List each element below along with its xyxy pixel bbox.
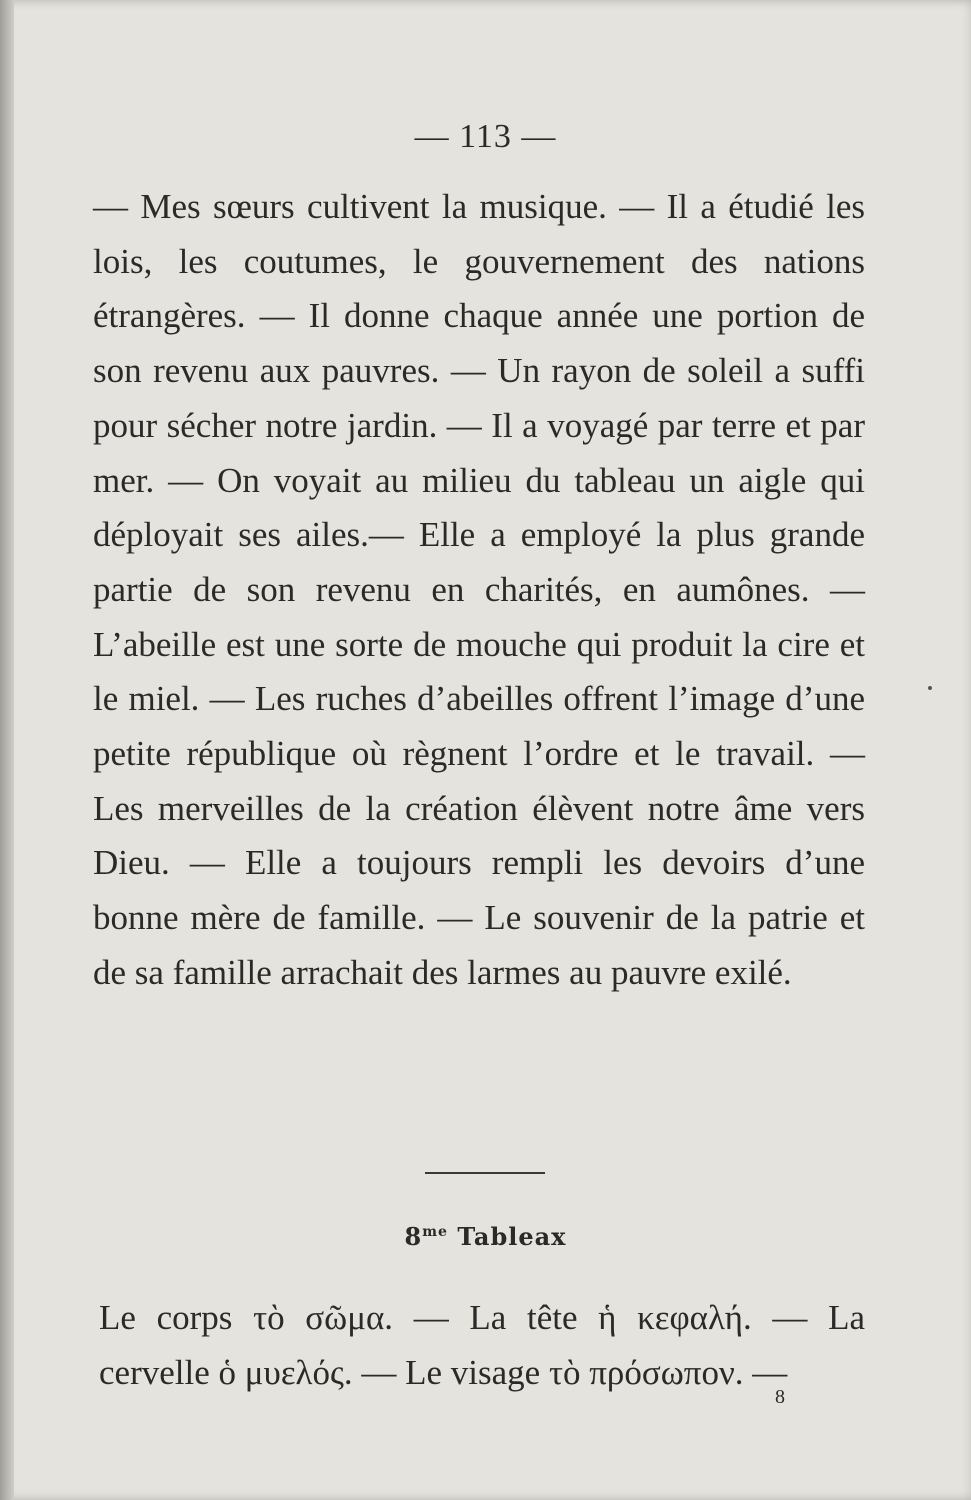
page-number: — 113 — bbox=[414, 118, 557, 155]
section-heading bbox=[0, 1222, 971, 1251]
section-title: Tableax bbox=[457, 1222, 567, 1251]
body-paragraph: — Mes sœurs cultivent la musique. — Il a étudié les lois, les coutumes, le gouvernement des nations étrangères. — Il donne chaque année une portion de son revenu aux pauvres. — Un rayon de soleil a suffi pour sécher notre jardin. — Il a voyagé par terre et par mer. — On voyait au milieu du tableau un aigle qui déployait ses ailes.— Elle a employé la plus grande partie de son revenu en charités, en aumônes. — L’abeille est une sorte de mouche qui produit la cire et le miel. — Les ruches d’abeilles offrent l’image d’une petite république où règnent l’ordre et le travail. — Les merveilles de la création élèvent notre âme vers Dieu. — Elle a toujours rempli les devoirs d’une bonne mère de famille. — Le souvenir de la patrie et de sa famille arrachait des larmes au pauvre exilé. bbox=[93, 187, 865, 992]
paper-speck bbox=[928, 686, 932, 690]
section-ordinal-suffix: me bbox=[422, 1224, 448, 1240]
signature-mark: 8 bbox=[775, 1386, 785, 1408]
vocabulary-paragraph: Le corps τὸ σῶμα. — La tête ἡ κεφαλή. — La cervelle ὁ μυελός. — Le visage τὸ πρόσωπον. — bbox=[99, 1298, 865, 1392]
section-divider bbox=[425, 1172, 545, 1174]
page-gutter-shadow bbox=[0, 0, 14, 1500]
section-ordinal: 8 bbox=[404, 1222, 423, 1251]
